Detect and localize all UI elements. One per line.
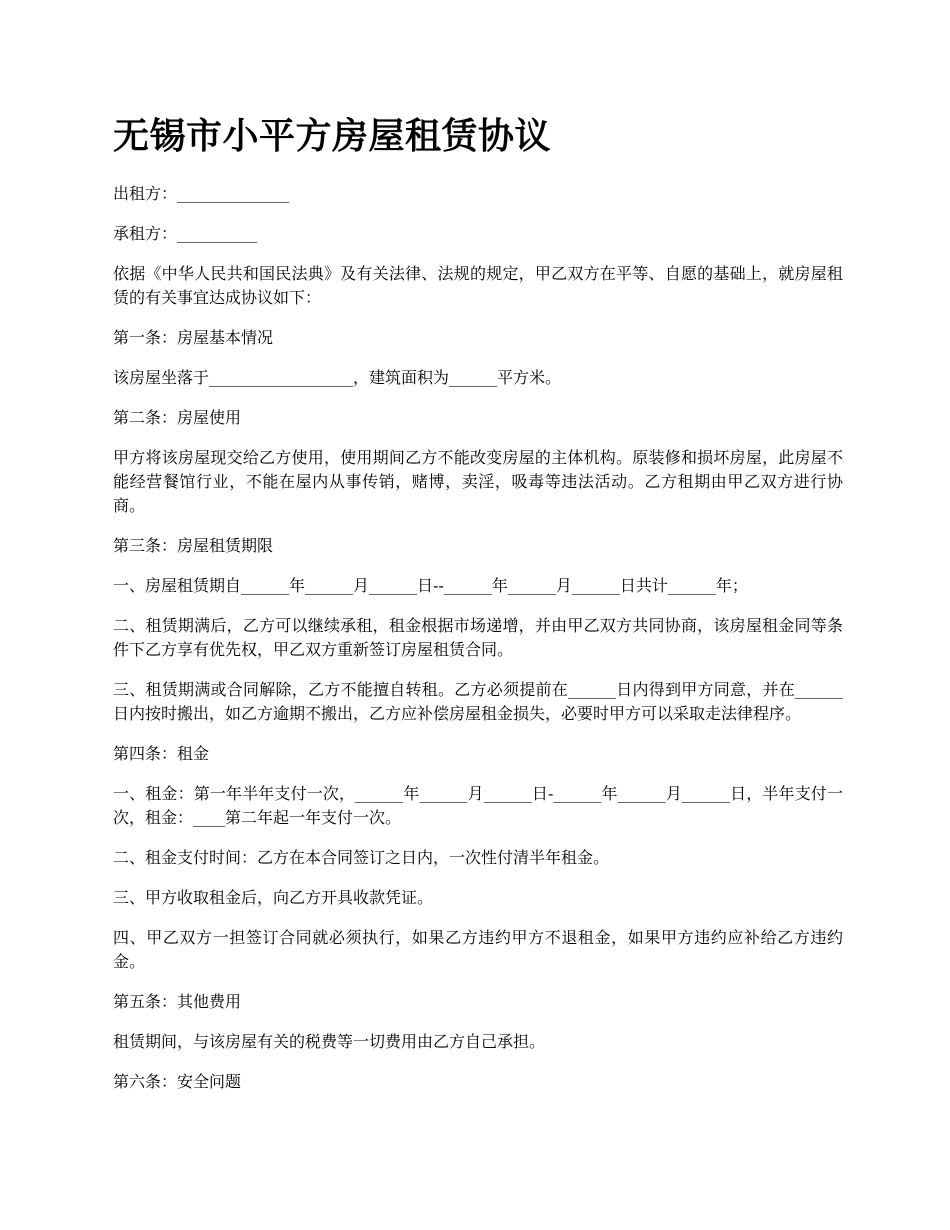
article-1-heading: 第一条：房屋基本情况 bbox=[113, 328, 274, 347]
lessor-line: 出租方：______________ bbox=[113, 184, 290, 203]
article-3-heading: 第三条：房屋租赁期限 bbox=[113, 536, 274, 555]
article-4-clause-2: 二、租金支付时间：乙方在本合同签订之日内，一次性付清半年租金。 bbox=[113, 848, 610, 867]
lessee-line: 承租方：__________ bbox=[113, 224, 258, 243]
article-5-body: 租赁期间，与该房屋有关的税费等一切费用由乙方自己承担。 bbox=[113, 1032, 546, 1051]
article-4-heading: 第四条：租金 bbox=[113, 744, 210, 763]
document-page bbox=[113, 110, 843, 1110]
article-2-heading: 第二条：房屋使用 bbox=[113, 408, 242, 427]
article-5-heading: 第五条：其他费用 bbox=[113, 992, 242, 1011]
article-6-heading: 第六条：安全问题 bbox=[113, 1072, 242, 1091]
article-2-body: 甲方将该房屋现交给乙方使用，使用期间乙方不能改变房屋的主体机构。原装修和损坏房屋，此房屋不能经营餐馆行业，不能在屋内从事传销，赌博，卖淫，吸毒等违法活动。乙方租期由甲乙双方进行协商。 bbox=[113, 448, 843, 515]
preamble-paragraph: 依据《中华人民共和国民法典》及有关法律、法规的规定，甲乙双方在平等、自愿的基础上，就房屋租赁的有关事宜达成协议如下： bbox=[113, 264, 843, 307]
article-4-clause-1: 一、租金：第一年半年支付一次，______年______月______日-______年______月______日，半年支付一次，租金：____第二年起一年支付一次。 bbox=[113, 784, 843, 827]
article-1-body: 该房屋坐落于__________________，建筑面积为______平方米。 bbox=[113, 368, 562, 387]
article-3-clause-3: 三、租赁期满或合同解除，乙方不能擅自转租。乙方必须提前在______日内得到甲方同意，并在______日内按时搬出，如乙方逾期不搬出，乙方应补偿房屋租金损失，必要时甲方可以采取走法律程序。 bbox=[113, 680, 843, 723]
article-3-clause-1: 一、房屋租赁期自______年______月______日--______年______月______日共计______年； bbox=[113, 576, 748, 595]
article-4-clause-3: 三、甲方收取租金后，向乙方开具收款凭证。 bbox=[113, 888, 434, 907]
article-3-clause-2: 二、租赁期满后，乙方可以继续承租，租金根据市场递增，并由甲乙双方共同协商，该房屋租金同等条件下乙方享有优先权，甲乙双方重新签订房屋租赁合同。 bbox=[113, 616, 843, 659]
document-title: 无锡市小平方房屋租赁协议 bbox=[113, 116, 552, 157]
article-4-clause-4: 四、甲乙双方一担签订合同就必须执行，如果乙方违约甲方不退租金，如果甲方违约应补给乙方违约金。 bbox=[113, 928, 843, 971]
